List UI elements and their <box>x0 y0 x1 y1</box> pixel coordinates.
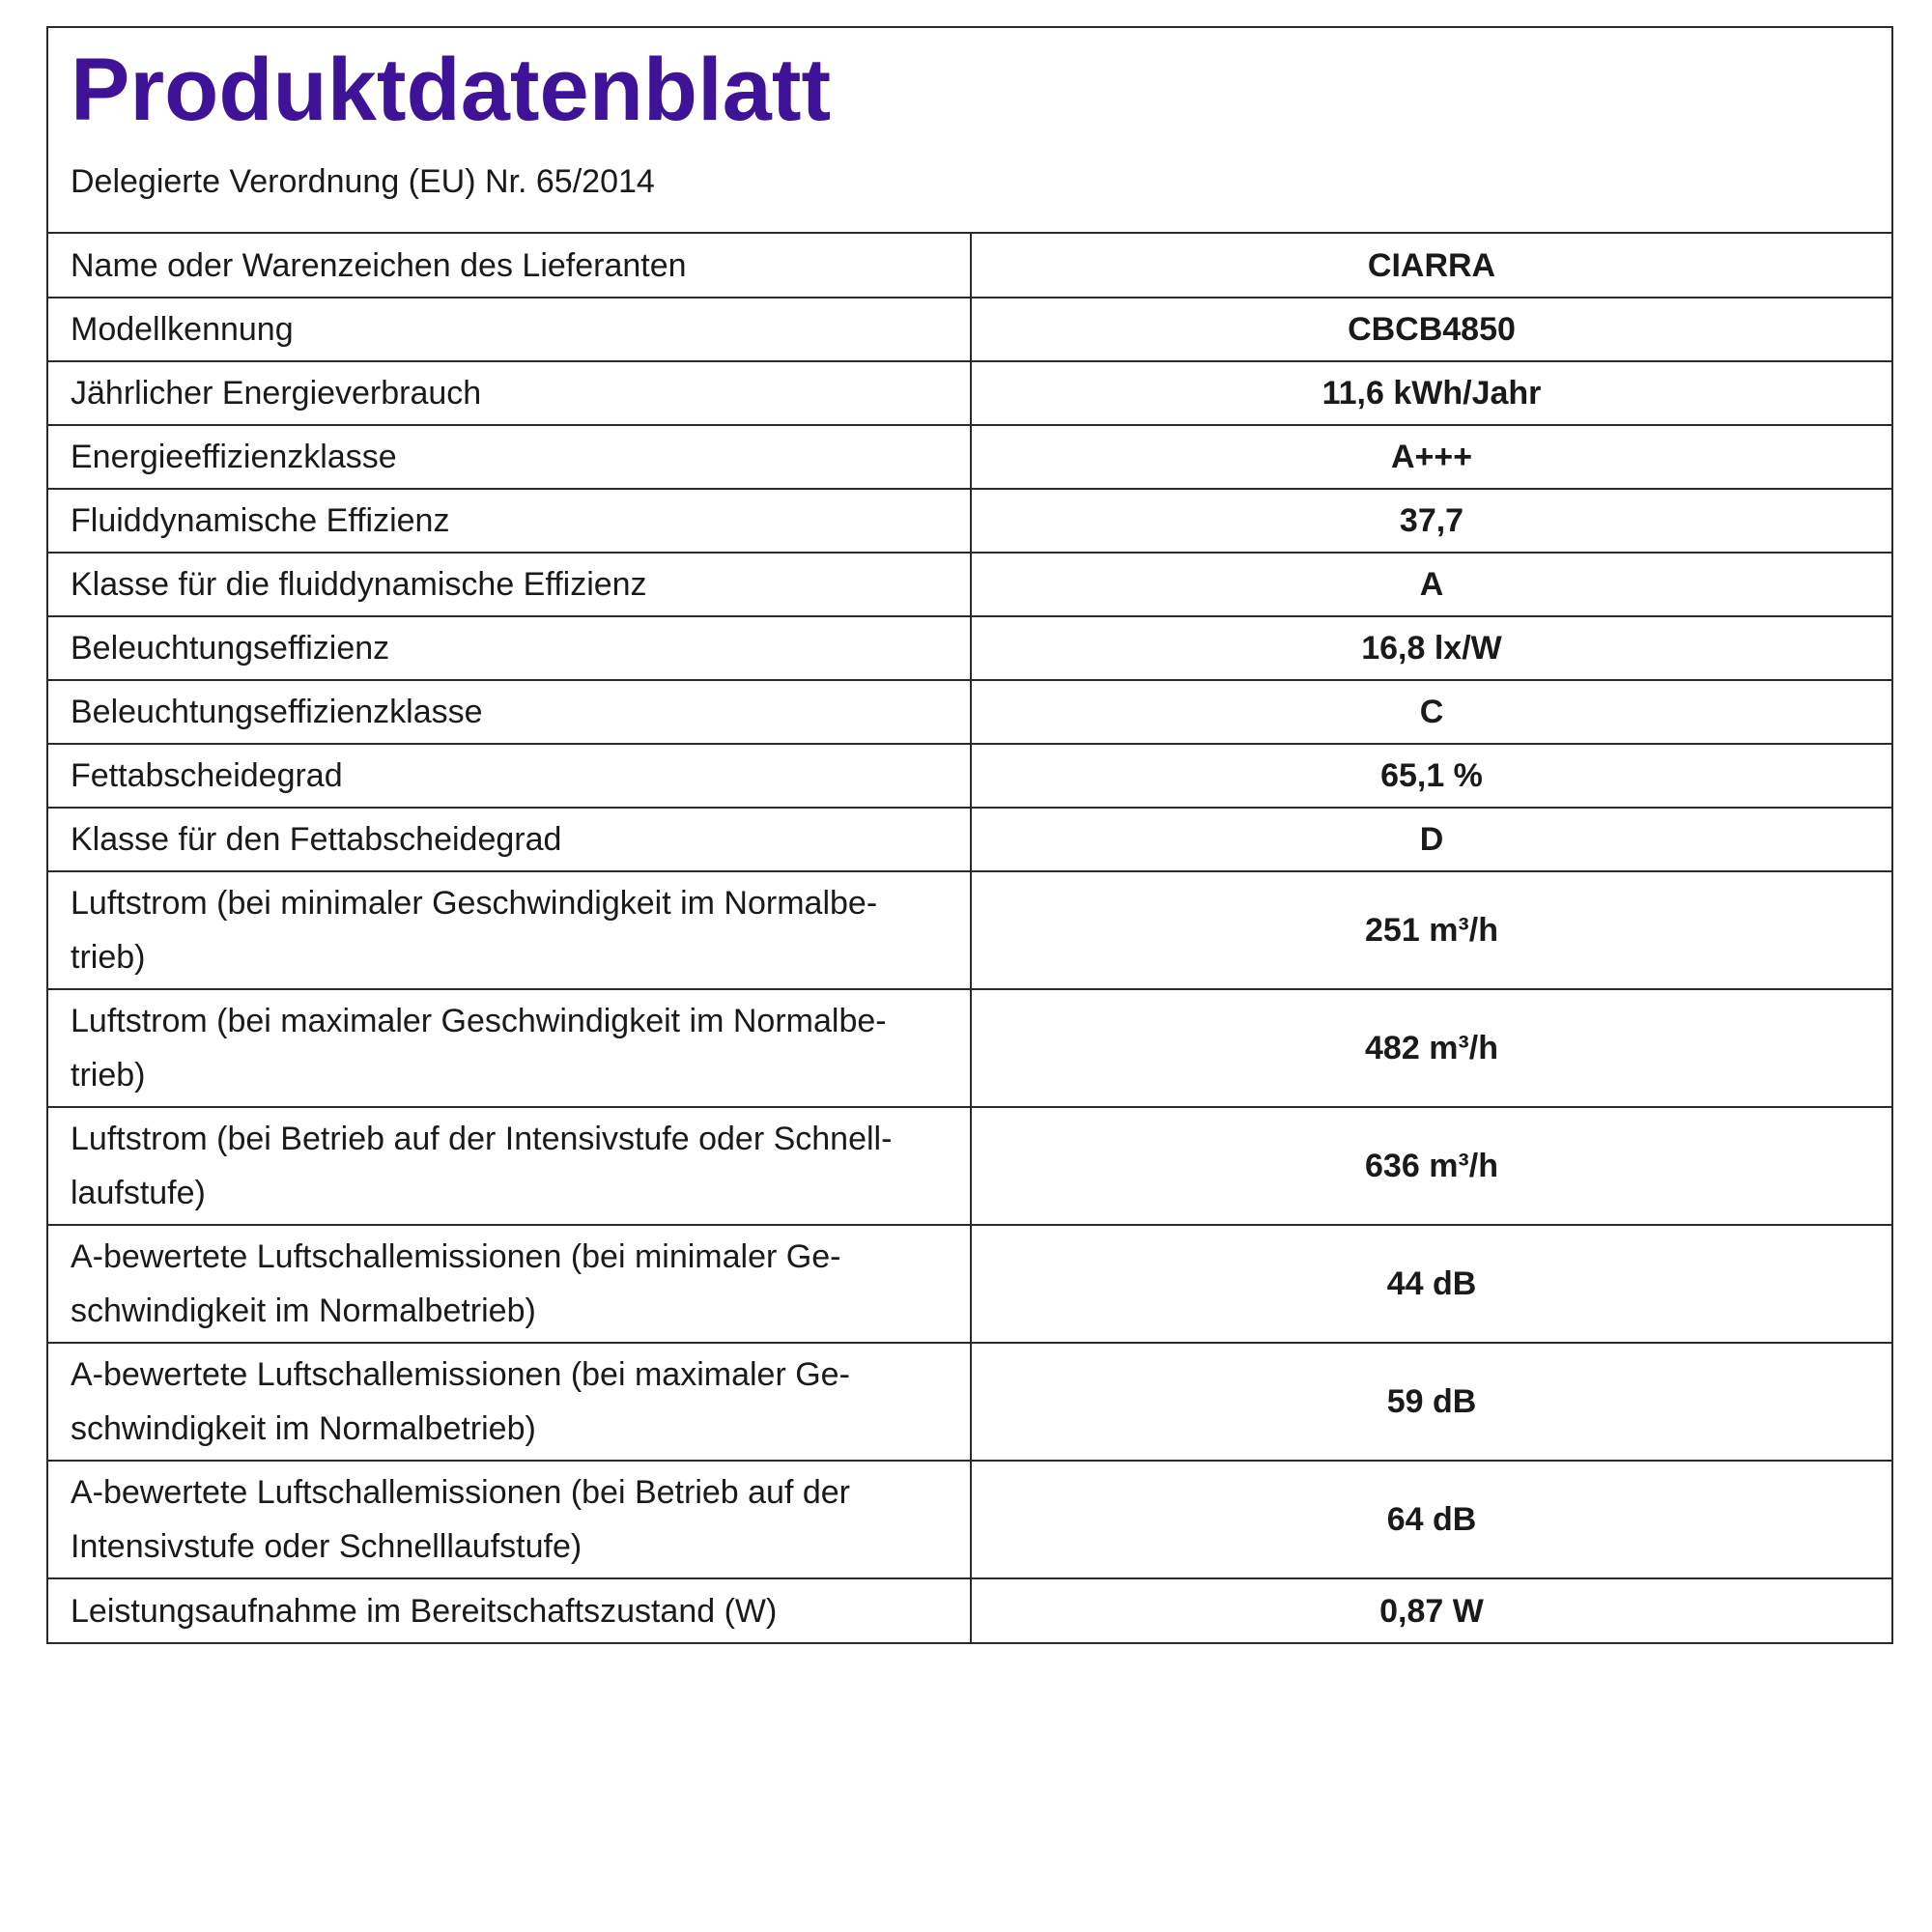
table-row <box>48 871 1891 989</box>
table-row <box>48 1461 1891 1578</box>
table-row <box>48 489 1891 553</box>
table-row <box>48 744 1891 808</box>
table-row <box>48 1107 1891 1225</box>
row-label: Leistungsaufnahme im Bereitschaftszustand (W) <box>48 1578 971 1642</box>
row-value: 59 dB <box>971 1343 1891 1461</box>
row-value: A+++ <box>971 425 1891 489</box>
table-row <box>48 808 1891 871</box>
row-value: 482 m³/h <box>971 989 1891 1107</box>
row-label: Luftstrom (bei minimaler Geschwindigkeit im Normalbe-trieb) <box>48 871 971 989</box>
row-value: 16,8 lx/W <box>971 616 1891 680</box>
row-label: Klasse für die fluiddynamische Effizienz <box>48 553 971 616</box>
row-value: 65,1 % <box>971 744 1891 808</box>
row-label: Luftstrom (bei maximaler Geschwindigkeit im Normalbe-trieb) <box>48 989 971 1107</box>
row-value: CBCB4850 <box>971 298 1891 361</box>
row-label: A-bewertete Luftschallemissionen (bei maximaler Ge-schwindigkeit im Normalbetrieb) <box>48 1343 971 1461</box>
row-value: 11,6 kWh/Jahr <box>971 361 1891 425</box>
row-label: Modellkennung <box>48 298 971 361</box>
row-label: Fluiddynamische Effizienz <box>48 489 971 553</box>
row-value: 44 dB <box>971 1225 1891 1343</box>
row-value: 64 dB <box>971 1461 1891 1578</box>
row-value: 37,7 <box>971 489 1891 553</box>
row-value: CIARRA <box>1367 246 1496 284</box>
row-value: 0,87 W <box>971 1578 1891 1642</box>
table-row <box>48 1225 1891 1343</box>
row-value: 636 m³/h <box>971 1107 1891 1225</box>
table-row <box>48 616 1891 680</box>
row-label: Fettabscheidegrad <box>48 744 971 808</box>
regulation-reference: Delegierte Verordnung (EU) Nr. 65/2014 <box>71 163 655 200</box>
row-label: A-bewertete Luftschallemissionen (bei minimaler Ge-schwindigkeit im Normalbetrieb) <box>48 1225 971 1343</box>
table-row <box>48 361 1891 425</box>
row-label: Jährlicher Energieverbrauch <box>48 361 971 425</box>
product-data-sheet <box>46 26 1893 1644</box>
row-value: D <box>971 808 1891 871</box>
page-title: Produktdatenblatt <box>71 41 832 139</box>
row-value: 251 m³/h <box>971 871 1891 989</box>
row-label: Name oder Warenzeichen des Lieferanten <box>48 234 971 298</box>
table-row <box>48 298 1891 361</box>
table-row <box>48 1343 1891 1461</box>
row-value: C <box>971 680 1891 744</box>
table-row <box>48 680 1891 744</box>
row-label: Beleuchtungseffizienzklasse <box>48 680 971 744</box>
row-label: Klasse für den Fettabscheidegrad <box>48 808 971 871</box>
row-label: A-bewertete Luftschallemissionen (bei Betrieb auf der Intensivstufe oder Schnelllaufstufe) <box>48 1461 971 1578</box>
table-row <box>48 425 1891 489</box>
row-label: Energieeffizienzklasse <box>48 425 971 489</box>
table-row <box>48 989 1891 1107</box>
table-row <box>48 1578 1891 1642</box>
row-label: Beleuchtungseffizienz <box>48 616 971 680</box>
sheet-header <box>48 28 1891 234</box>
table-row <box>48 553 1891 616</box>
row-value: A <box>971 553 1891 616</box>
table-row <box>48 234 1891 298</box>
spec-table <box>48 234 1891 1642</box>
row-label: Luftstrom (bei Betrieb auf der Intensivstufe oder Schnell-laufstufe) <box>48 1107 971 1225</box>
